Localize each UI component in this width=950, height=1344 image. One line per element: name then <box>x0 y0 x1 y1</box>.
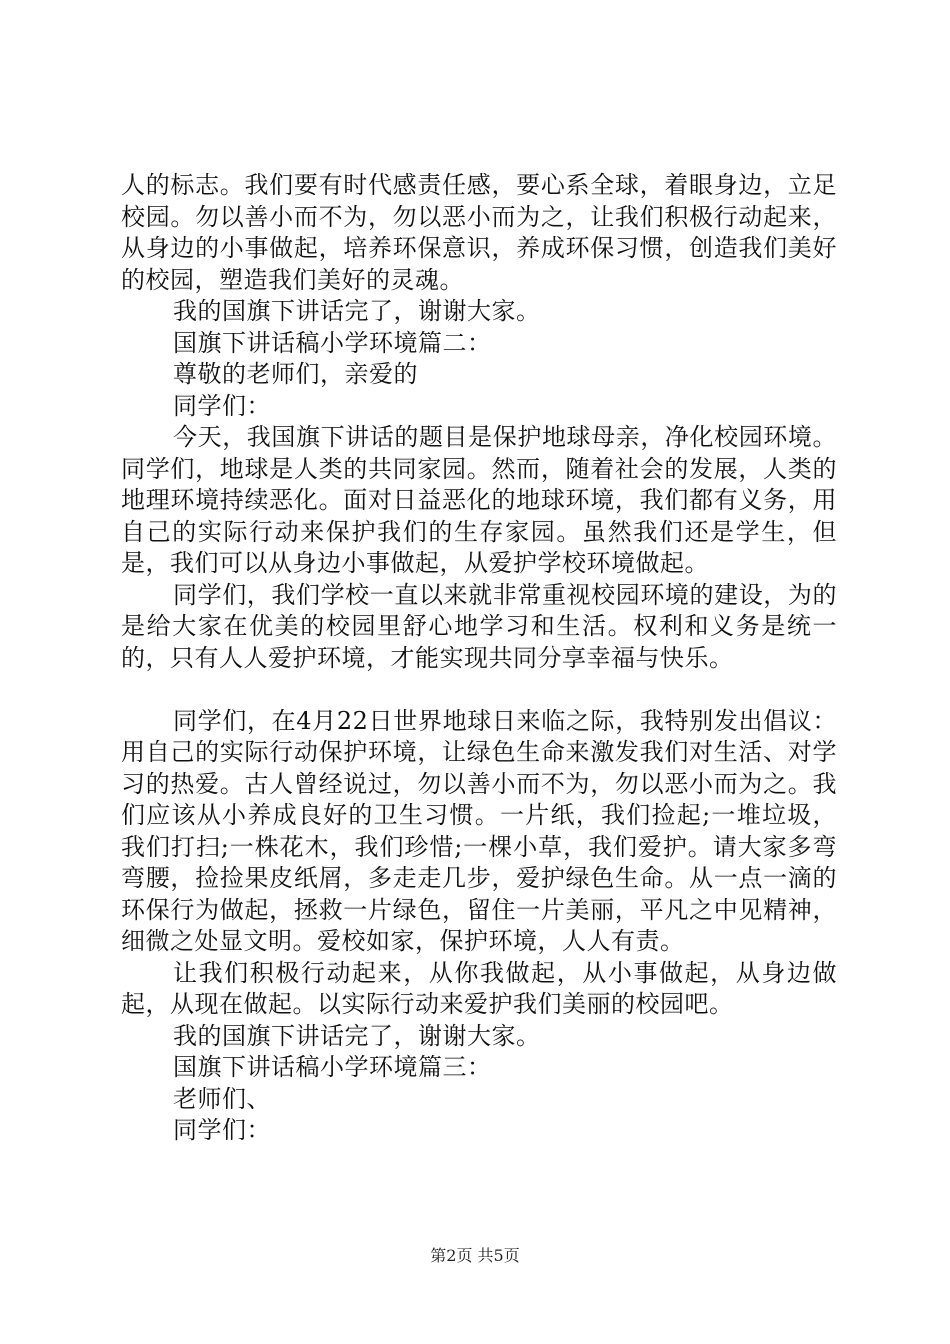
salutation: 同学们： <box>173 391 271 420</box>
section-heading: 国旗下讲话稿小学环境篇三： <box>173 1053 492 1081</box>
blank-line <box>121 674 837 706</box>
paragraph: 我的国旗下讲话完了，谢谢大家。 <box>173 297 541 325</box>
paragraph: 让我们积极行动起来，从你我做起，从小事做起，从身边做起，从现在做起。以实际行动来爱护我们美丽的校园吧。 <box>121 958 837 1018</box>
salutation: 同学们： <box>173 1116 271 1144</box>
paragraph: 我的国旗下讲话完了，谢谢大家。 <box>173 1021 541 1050</box>
salutation: 尊敬的老师们，亲爱的 <box>173 360 418 388</box>
paragraph: 人的标志。我们要有时代感责任感，要心系全球，着眼身边，立足校园。勿以善小而不为，勿以恶小而为之，让我们积极行动起来，从身边的小事做起，培养环保意识，养成环保习惯，创造我们美好的校园，塑造我们美好的灵魂。 <box>121 171 837 294</box>
body-text <box>121 170 837 1147</box>
paragraph: 今天，我国旗下讲话的题目是保护地球母亲，净化校园环境。同学们，地球是人类的共同家园。然而，随着社会的发展，人类的地理环境持续恶化。面对日益恶化的地球环境，我们都有义务，用自己的实际行动来保护我们的生存家园。虽然我们还是学生，但是，我们可以从身边小事做起，从爱护学校环境做起。 <box>121 423 837 577</box>
section-heading: 国旗下讲话稿小学环境篇二： <box>173 328 492 357</box>
salutation: 老师们、 <box>173 1084 271 1113</box>
page-footer: 第2页 共5页 <box>430 1246 520 1265</box>
paragraph: 同学们，在4月22日世界地球日来临之际，我特别发出倡议：用自己的实际行动保护环境，让绿色生命来激发我们对生活、对学习的热爱。古人曾经说过，勿以善小而不为，勿以恶小而为之。我们应该从小养成良好的卫生习惯。一片纸，我们捡起;一堆垃圾，我们打扫;一株花木，我们珍惜;一棵小草，我们爱护。请大家多弯弯腰，捡捡果皮纸屑，多走走几步，爱护绿色生命。从一点一滴的环保行为做起，拯救一片绿色，留住一片美丽，平凡之中见精神，细微之处显文明。爱校如家，保护环境，人人有责。 <box>121 706 837 955</box>
paragraph: 同学们，我们学校一直以来就非常重视校园环境的建设，为的是给大家在优美的校园里舒心地学习和生活。权利和义务是统一的，只有人人爱护环境，才能实现共同分享幸福与快乐。 <box>121 580 837 672</box>
